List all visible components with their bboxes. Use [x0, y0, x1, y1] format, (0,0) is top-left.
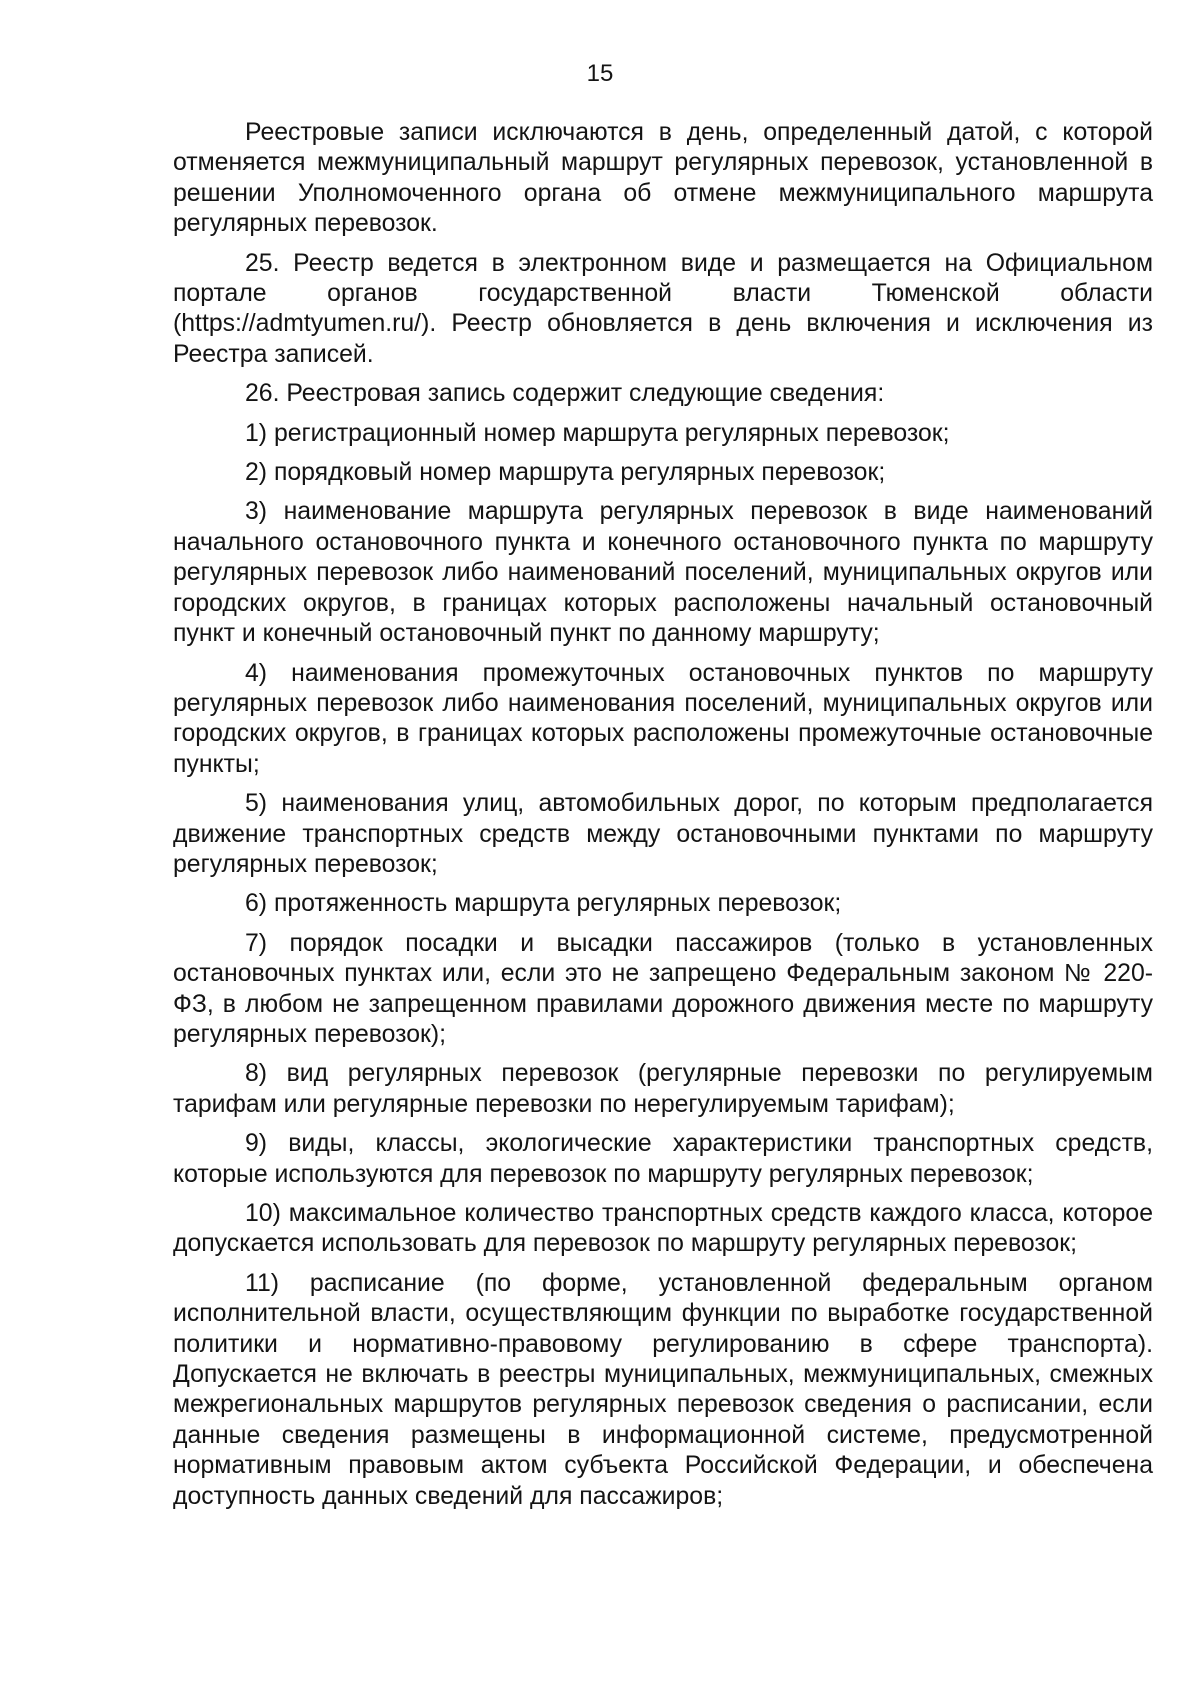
list-item-4: 4) наименования промежуточных остановочных пунктов по маршруту регулярных перевозок либо наименования поселений, муниципальных округов или городских округов, в границах которых расположены промежуточные остановочные пункты;: [173, 659, 1153, 778]
list-item-9: 9) виды, классы, экологические характеристики транспортных средств, которые используются для перевозок по маршруту регулярных перевозок;: [173, 1130, 1153, 1188]
list-item-3: 3) наименование маршрута регулярных перевозок в виде наименований начального остановочного пункта и конечного остановочного пункта по маршруту регулярных перевозок либо наименований поселений, муниципальных округов или городских округов, в границах которых расположены начальный остановочный пункт и конечный остановочный пункт по данному маршруту;: [173, 498, 1153, 648]
list-item-6: 6) протяженность маршрута регулярных перевозок;: [245, 890, 842, 918]
page-number: 15: [586, 60, 614, 87]
list-item-7: 7) порядок посадки и высадки пассажиров (только в установленных остановочных пунктах или, если это не запрещено Федеральным законом № 220-ФЗ, в любом не запрещенном правилами дорожного движения месте по маршруту регулярных перевозок);: [173, 929, 1153, 1048]
list-item-8: 8) вид регулярных перевозок (регулярные перевозки по регулируемым тарифам или регулярные перевозки по нерегулируемым тарифам);: [173, 1060, 1153, 1118]
list-item-1: 1) регистрационный номер маршрута регулярных перевозок;: [245, 419, 950, 447]
list-item-5: 5) наименования улиц, автомобильных дорог, по которым предполагается движение транспортных средств между остановочными пунктами по маршруту регулярных перевозок;: [173, 790, 1153, 878]
paragraph-26: 26. Реестровая запись содержит следующие сведения:: [245, 380, 885, 408]
paragraph-25: 25. Реестр ведется в электронном виде и размещается на Официальном портале органов государственной власти Тюменской области (https://admtyumen.ru/). Реестр обновляется в день включения и исключения из Реестра записей.: [173, 249, 1153, 368]
list-item-2: 2) порядковый номер маршрута регулярных перевозок;: [245, 459, 886, 487]
paragraph-registry-removal: Реестровые записи исключаются в день, определенный датой, с которой отменяется межмуниципальный маршрут регулярных перевозок, установленной в решении Уполномоченного органа об отмене межмуниципального маршрута регулярных перевозок.: [173, 119, 1153, 238]
document-body: [173, 118, 1153, 1521]
list-item-10: 10) максимальное количество транспортных средств каждого класса, которое допускается использовать для перевозок по маршруту регулярных перевозок;: [173, 1200, 1153, 1258]
list-item-11: 11) расписание (по форме, установленной федеральным органом исполнительной власти, осуществляющим функции по выработке государственной политики и нормативно-правовому регулированию в сфере транспорта). Допускается не включать в реестры муниципальных, межмуниципальных, смежных межрегиональных маршрутов регулярных перевозок сведения о расписании, если данные сведения размещены в информационной системе, предусмотренной нормативным правовым актом субъекта Российской Федерации, и обеспечена доступность данных сведений для пассажиров;: [173, 1269, 1153, 1510]
